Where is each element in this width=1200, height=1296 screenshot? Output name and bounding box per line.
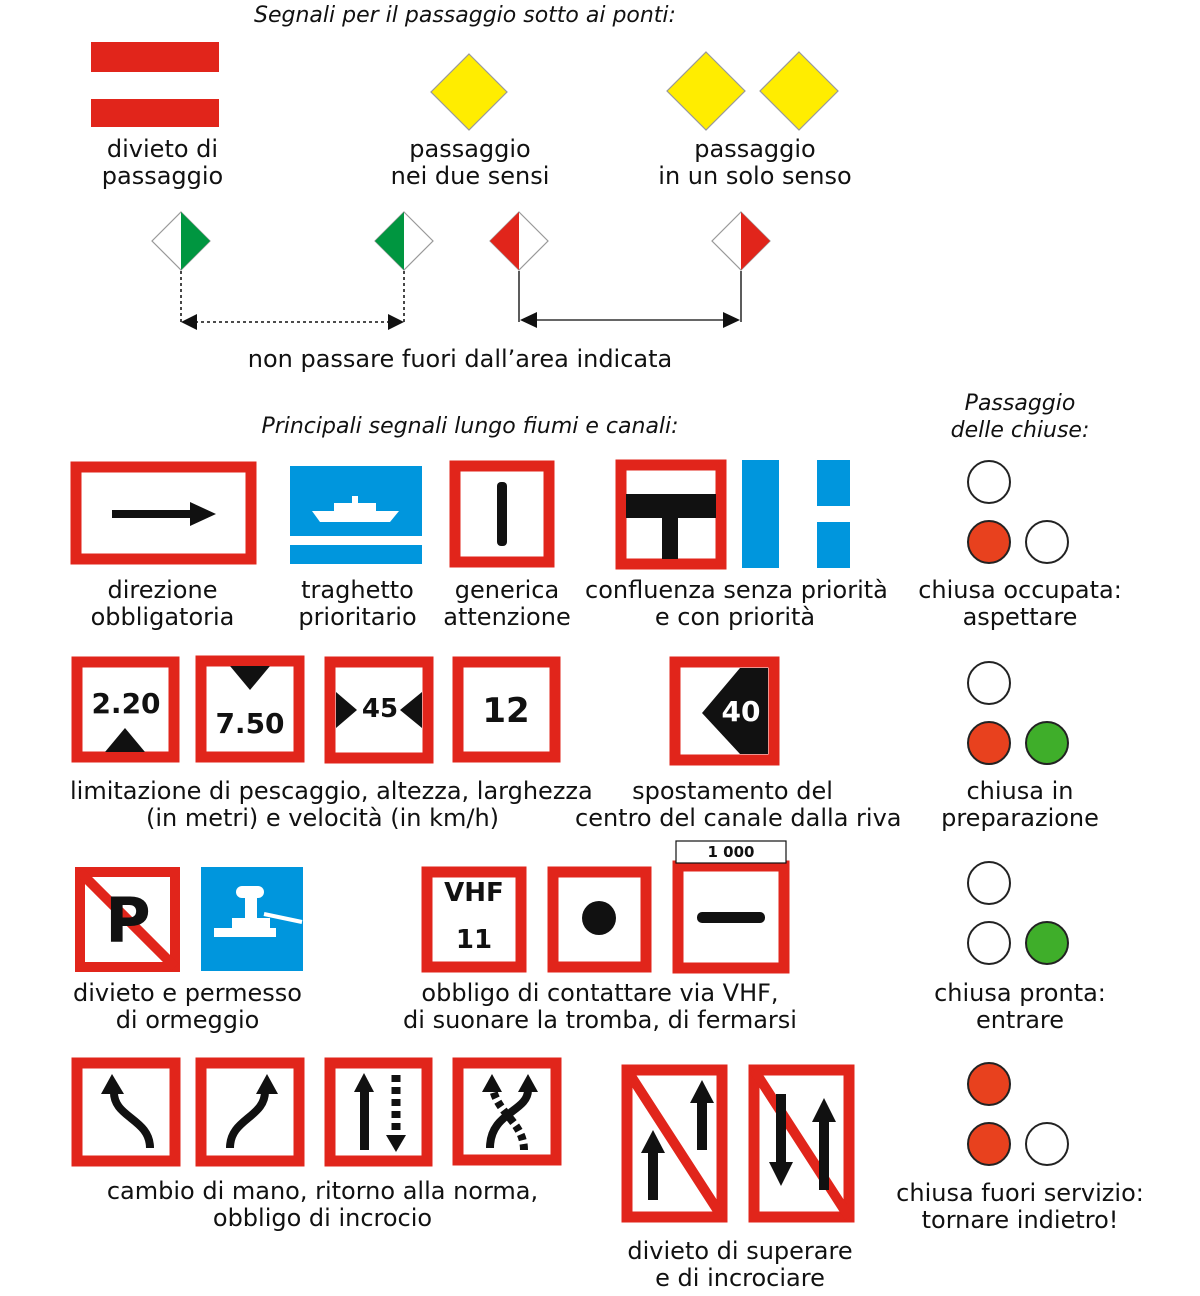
return-to-norm-sign	[330, 1063, 427, 1161]
mooring-permitted-sign	[201, 867, 303, 971]
lock-out-of-service-label: chiusa fuori servizio: tornare indietro!	[896, 1179, 1144, 1234]
lane-change-left-sign	[77, 1063, 175, 1161]
confluence-no-priority-sign	[621, 465, 721, 564]
priority-ferry-sign	[290, 466, 422, 564]
green-white-diamond-right	[375, 212, 433, 270]
mooring-label: divieto e permesso di ormeggio	[73, 979, 302, 1034]
confluence-priority-sign	[742, 460, 850, 568]
crossing-obligation-sign	[458, 1063, 556, 1160]
vhf-channel: 11	[455, 925, 493, 955]
mandatory-direction-label: direzione obbligatoria	[90, 576, 235, 631]
offset-label: spostamento del centro del canale dalla riva	[575, 777, 902, 832]
rivers-section-title: Principali segnali lungo fiumi e canali:	[261, 414, 679, 439]
yellow-diamond-one-way-right	[760, 52, 838, 130]
red-white-diamond-right	[712, 212, 770, 270]
green-white-diamond-left	[152, 212, 210, 270]
lock-lights-ready	[968, 862, 1068, 964]
limits-label: limitazione di pescaggio, altezza, larghezza (in metri) e velocità (in km/h)	[70, 777, 593, 832]
vhf-text: VHF	[444, 878, 504, 908]
lock-lights-out-of-service	[968, 1063, 1068, 1165]
two-way-label: passaggio nei due sensi	[390, 135, 550, 190]
draft-value: 2.20	[91, 687, 161, 720]
mandatory-direction-sign	[76, 467, 251, 559]
speed-value: 12	[482, 691, 530, 731]
general-caution-sign	[455, 466, 549, 562]
lane-change-right-sign	[201, 1063, 299, 1161]
area-label: non passare fuori dall’area indicata	[247, 345, 673, 373]
lock-occupied-label: chiusa occupata: aspettare	[918, 576, 1122, 631]
red-white-diamond-left	[490, 212, 548, 270]
height-value: 7.50	[215, 707, 285, 740]
contact-label: obbligo di contattare via VHF, di suonare la tromba, di fermarsi	[403, 979, 797, 1034]
no-passage-label: divieto di passaggio	[101, 135, 224, 190]
yellow-diamond-two-way	[431, 54, 507, 130]
lock-preparing-label: chiusa in preparazione	[941, 777, 1099, 832]
width-value: 45	[361, 694, 399, 724]
lock-ready-label: chiusa pronta: entrare	[934, 979, 1106, 1034]
dotted-area-arrow	[181, 271, 404, 322]
lane-change-label: cambio di mano, ritorno alla norma, obbligo di incrocio	[106, 1177, 539, 1232]
lock-lights-occupied	[968, 461, 1068, 563]
mooring-letter: P	[105, 884, 151, 957]
yellow-diamond-one-way-left	[667, 52, 745, 130]
no-crossing-sign	[754, 1070, 849, 1217]
one-way-label: passaggio in un solo senso	[658, 135, 852, 190]
general-caution-label: generica attenzione	[443, 576, 571, 631]
confluence-label: confluenza senza priorità e con priorità	[585, 576, 888, 631]
no-passage-sign	[91, 42, 219, 127]
overtake-label: divieto di superare e di incrociare	[627, 1237, 853, 1292]
horn-sign	[553, 872, 646, 967]
bridge-section-title: Segnali per il passaggio sotto ai ponti:	[254, 3, 676, 28]
priority-ferry-label: traghetto prioritario	[298, 576, 417, 631]
offset-value: 40	[721, 695, 761, 728]
no-overtaking-sign	[627, 1070, 722, 1217]
solid-area-arrow	[519, 271, 741, 322]
distance-plate: 1 000	[707, 843, 755, 861]
lock-lights-preparing	[968, 662, 1068, 764]
locks-section-title: Passaggio delle chiuse:	[950, 391, 1090, 443]
